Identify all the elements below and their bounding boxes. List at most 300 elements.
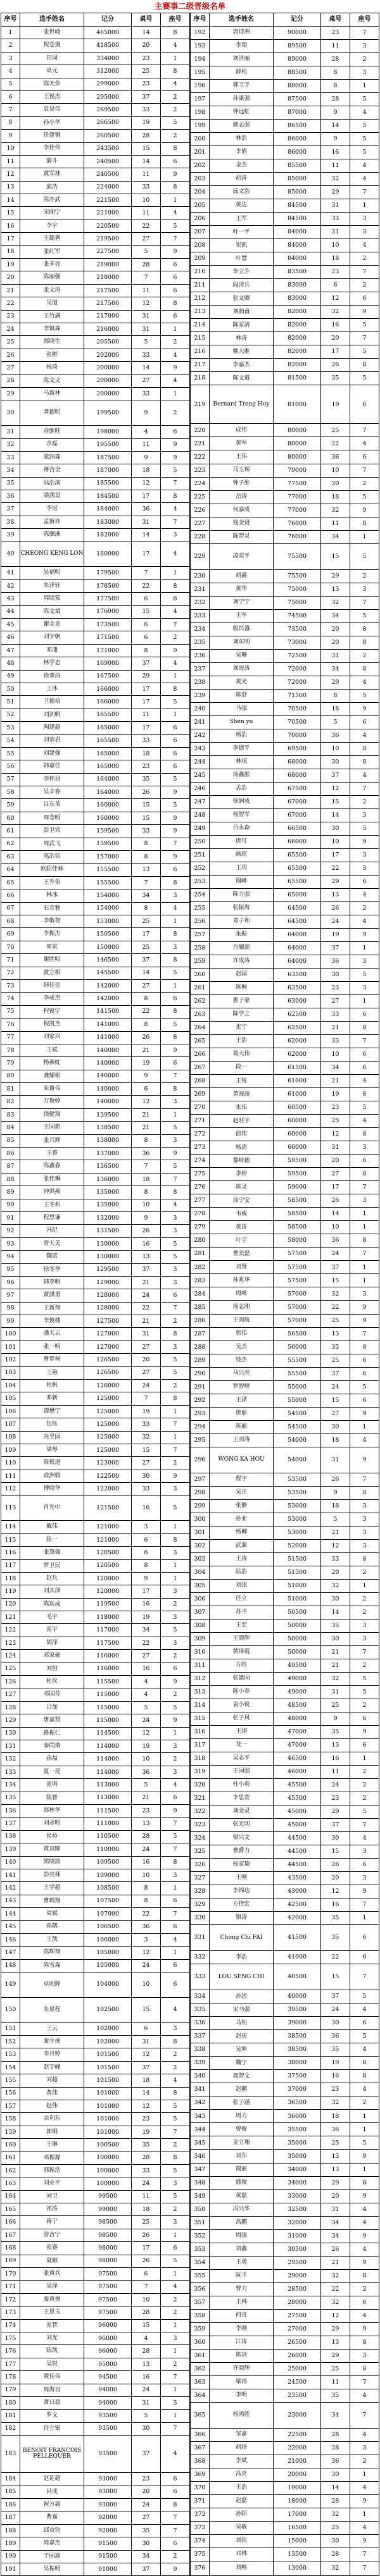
cell-score: 64000 bbox=[274, 955, 321, 969]
table-row bbox=[191, 1752, 379, 1766]
cell-table: 17 bbox=[131, 2242, 160, 2255]
cell-name: 秦少虎 bbox=[20, 2036, 84, 2048]
qualifier-table-left bbox=[1, 13, 190, 2576]
cell-seat: 6 bbox=[160, 2486, 189, 2498]
cell-seat: 9 bbox=[350, 2322, 379, 2336]
cell-name: 钟子维 bbox=[209, 477, 273, 490]
table-row bbox=[191, 1659, 379, 1672]
table-row bbox=[191, 702, 379, 715]
cell-rank: 292 bbox=[191, 1394, 210, 1407]
cell-name: Bernard Trong Huy bbox=[209, 385, 273, 424]
cell-rank: 333 bbox=[191, 1964, 210, 1990]
table-row bbox=[191, 252, 379, 266]
cell-rank: 370 bbox=[191, 2481, 210, 2494]
cell-name: 张宁 bbox=[209, 1022, 273, 1035]
cell-table: 15 bbox=[131, 1444, 160, 1457]
cell-score: 44500 bbox=[274, 1859, 321, 1872]
cell-rank: 138 bbox=[1, 1830, 20, 1843]
cell-seat: 3 bbox=[350, 1845, 379, 1859]
table-row bbox=[1, 1199, 190, 1211]
cell-seat: 7 bbox=[350, 1645, 379, 1659]
cell-seat: 4 bbox=[160, 375, 189, 387]
cell-rank: 17 bbox=[1, 233, 20, 245]
cell-rank: 357 bbox=[191, 2296, 210, 2309]
cell-seat: 9 bbox=[160, 786, 189, 799]
cell-table: 5 bbox=[131, 336, 160, 349]
table-row bbox=[1, 1470, 190, 1482]
cell-score: 73500 bbox=[274, 622, 321, 636]
cell-name: 谢丽 bbox=[209, 2163, 273, 2176]
table-row bbox=[1, 2499, 190, 2511]
cell-rank: 213 bbox=[191, 306, 210, 319]
cell-table: 14 bbox=[320, 2481, 350, 2494]
cell-table: 6 bbox=[131, 2268, 160, 2281]
cell-name: 葛大伟 bbox=[209, 1048, 273, 1062]
cell-seat: 4 bbox=[160, 902, 189, 915]
cell-table: 32 bbox=[320, 2096, 350, 2110]
cell-rank: 211 bbox=[191, 279, 210, 292]
cell-rank: 275 bbox=[191, 1168, 210, 1181]
cell-table: 8 bbox=[131, 1019, 160, 1031]
cell-rank: 149 bbox=[1, 1972, 20, 1998]
cell-score: 115500 bbox=[84, 1676, 132, 1688]
cell-rank: 35 bbox=[1, 477, 20, 490]
cell-name: 陈小春 bbox=[209, 1685, 273, 1699]
table-row bbox=[1, 657, 190, 670]
cell-score: 66000 bbox=[274, 835, 321, 848]
table-row bbox=[191, 676, 379, 689]
cell-name: 曹嘉 bbox=[20, 2511, 84, 2524]
cell-score: 182000 bbox=[84, 529, 132, 542]
cell-table: 7 bbox=[131, 2281, 160, 2293]
table-row bbox=[1, 1598, 190, 1611]
cell-rank: 345 bbox=[191, 2136, 210, 2150]
cell-rank: 291 bbox=[191, 1380, 210, 1394]
cell-seat: 3 bbox=[160, 2332, 189, 2345]
cell-seat: 9 bbox=[160, 168, 189, 181]
cell-name: 吴正 bbox=[209, 1486, 273, 1499]
table-row bbox=[1, 387, 190, 400]
cell-score: 240500 bbox=[84, 168, 132, 181]
cell-rank: 267 bbox=[191, 1062, 210, 1075]
cell-table: 19 bbox=[131, 116, 160, 129]
cell-name: 陈舒 bbox=[209, 689, 273, 702]
cell-score: 100000 bbox=[84, 2164, 132, 2177]
cell-seat: 1 bbox=[350, 2508, 379, 2521]
cell-score: 76000 bbox=[274, 530, 321, 543]
table-row bbox=[191, 1101, 379, 1115]
cell-table: 8 bbox=[131, 1134, 160, 1147]
cell-rank: 241 bbox=[191, 715, 210, 729]
cell-table: 17 bbox=[320, 848, 350, 862]
cell-name: 陈辉翔 bbox=[20, 1947, 84, 1959]
cell-score: 227500 bbox=[84, 245, 132, 258]
cell-score: 21000 bbox=[274, 2455, 321, 2468]
cell-rank: 301 bbox=[191, 1526, 210, 1539]
cell-score: 84000 bbox=[274, 252, 321, 266]
cell-name: 王艳 bbox=[20, 1366, 84, 1379]
cell-score: 120000 bbox=[84, 1585, 132, 1598]
cell-rank: 188 bbox=[1, 2524, 20, 2537]
cell-table: 18 bbox=[131, 2203, 160, 2216]
cell-table: 35 bbox=[131, 773, 160, 786]
cell-seat: 8 bbox=[160, 490, 189, 503]
cell-rank: 203 bbox=[191, 173, 210, 186]
table-row bbox=[1, 39, 190, 52]
cell-table: 33 bbox=[131, 181, 160, 194]
cell-rank: 158 bbox=[1, 2113, 20, 2126]
cell-name: BENOIT FRANCOIS PELLEQUER bbox=[20, 2436, 84, 2473]
table-row bbox=[191, 1062, 379, 1075]
cell-name: 梁琴 bbox=[20, 1444, 84, 1457]
cell-seat: 8 bbox=[160, 1328, 189, 1341]
cell-seat: 4 bbox=[350, 2203, 379, 2216]
cell-rank: 56 bbox=[1, 760, 20, 773]
cell-seat: 9 bbox=[160, 644, 189, 657]
cell-seat: 4 bbox=[160, 78, 189, 90]
table-row bbox=[191, 266, 379, 279]
cell-seat: 8 bbox=[350, 2269, 379, 2282]
cell-table: 25 bbox=[320, 1354, 350, 1367]
cell-name: Shen yu bbox=[209, 715, 273, 729]
cell-score: 38500 bbox=[274, 2030, 321, 2043]
cell-seat: 3 bbox=[350, 848, 379, 862]
cell-name: 成伟 bbox=[209, 424, 273, 437]
cell-rank: 236 bbox=[191, 649, 210, 662]
cell-name: 钟远虹 bbox=[209, 106, 273, 120]
cell-rank: 290 bbox=[191, 1367, 210, 1380]
cell-name: 简悦进 bbox=[20, 1457, 84, 1470]
cell-table: 8 bbox=[320, 80, 350, 93]
cell-table: 36 bbox=[320, 2123, 350, 2136]
cell-name: 孙小华 bbox=[20, 116, 84, 129]
table-row bbox=[1, 2396, 190, 2409]
cell-table: 22 bbox=[131, 1908, 160, 1921]
table-row bbox=[1, 1688, 190, 1701]
cell-table: 36 bbox=[320, 955, 350, 969]
cell-name: 吴珊 bbox=[209, 649, 273, 662]
table-row bbox=[1, 1585, 190, 1598]
cell-seat: 5 bbox=[160, 1237, 189, 1250]
cell-score: 13500 bbox=[274, 2548, 321, 2561]
cell-score: 65500 bbox=[274, 848, 321, 862]
cell-rank: 310 bbox=[191, 1645, 210, 1659]
cell-name: 张宇 bbox=[20, 1624, 84, 1637]
cell-name: 杜帆 bbox=[20, 1380, 84, 1392]
cell-seat: 9 bbox=[160, 1676, 189, 1688]
cell-seat: 7 bbox=[350, 332, 379, 345]
cell-name: 李成杰 bbox=[20, 993, 84, 1005]
cell-seat: 5 bbox=[350, 1101, 379, 1115]
cell-seat: 2 bbox=[350, 1592, 379, 1606]
cell-seat: 1 bbox=[160, 1108, 189, 1121]
cell-name: 殷昌盛 bbox=[209, 622, 273, 636]
table-row bbox=[191, 969, 379, 982]
table-row bbox=[191, 530, 379, 543]
table-row bbox=[191, 609, 379, 622]
cell-table: 18 bbox=[320, 1434, 350, 1447]
cell-table: 12 bbox=[131, 477, 160, 490]
cell-score: 139500 bbox=[84, 1108, 132, 1121]
table-row bbox=[191, 2269, 379, 2282]
cell-table: 32 bbox=[320, 1672, 350, 1685]
cell-name: 陈桐 bbox=[209, 982, 273, 995]
cell-score: 102000 bbox=[84, 2022, 132, 2035]
cell-rank: 103 bbox=[1, 1366, 20, 1379]
cell-seat: 5 bbox=[160, 1354, 189, 1366]
cell-seat: 9 bbox=[350, 2534, 379, 2548]
cell-table: 20 bbox=[320, 1566, 350, 1579]
table-row bbox=[1, 2319, 190, 2332]
cell-seat: 1 bbox=[160, 915, 189, 927]
cell-name: 张彬 bbox=[20, 349, 84, 361]
cell-name: 张建国 bbox=[209, 1672, 273, 1685]
cell-score: 115000 bbox=[84, 1701, 132, 1714]
table-row bbox=[191, 1766, 379, 1779]
cell-name: 戚文浩 bbox=[209, 186, 273, 199]
cell-name: 马玉琛 bbox=[209, 464, 273, 477]
table-row bbox=[1, 1070, 190, 1082]
cell-rank: 171 bbox=[1, 2281, 20, 2293]
cell-score: 93500 bbox=[84, 2422, 132, 2435]
cell-seat: 5 bbox=[160, 773, 189, 786]
cell-rank: 139 bbox=[1, 1843, 20, 1856]
cell-score: 93500 bbox=[84, 2436, 132, 2473]
cell-name: 杨浩 bbox=[209, 729, 273, 742]
cell-rank: 104 bbox=[1, 1380, 20, 1392]
cell-name: 吕加 bbox=[20, 1701, 84, 1714]
cell-rank: 141 bbox=[1, 1869, 20, 1881]
cell-name: 程锐宇 bbox=[20, 1005, 84, 1018]
cell-table: 32 bbox=[320, 2561, 350, 2575]
table-row bbox=[1, 1624, 190, 1637]
cell-table: 17 bbox=[131, 490, 160, 503]
cell-name: 蒋吉全 bbox=[20, 464, 84, 477]
cell-rank: 214 bbox=[191, 319, 210, 332]
table-header-row bbox=[191, 13, 379, 27]
cell-table: 17 bbox=[320, 1181, 350, 1194]
cell-score: 23000 bbox=[274, 2402, 321, 2428]
cell-name: 林冰 bbox=[20, 889, 84, 902]
cell-rank: 185 bbox=[1, 2486, 20, 2498]
cell-seat: 8 bbox=[350, 742, 379, 755]
cell-seat: 9 bbox=[160, 1714, 189, 1727]
cell-rank: 60 bbox=[1, 812, 20, 824]
cell-score: 54500 bbox=[274, 1420, 321, 1434]
cell-rank: 373 bbox=[191, 2521, 210, 2534]
cell-rank: 153 bbox=[1, 2048, 20, 2061]
cell-rank: 120 bbox=[1, 1598, 20, 1611]
cell-name: 李婷 bbox=[209, 1168, 273, 1181]
cell-seat: 8 bbox=[160, 2499, 189, 2511]
cell-name: 张明 bbox=[20, 1779, 84, 1792]
cell-table: 14 bbox=[131, 362, 160, 375]
cell-seat: 6 bbox=[160, 1959, 189, 1972]
table-row bbox=[1, 142, 190, 155]
cell-score: 155500 bbox=[84, 876, 132, 889]
cell-seat: 3 bbox=[350, 40, 379, 53]
cell-score: 109500 bbox=[84, 1856, 132, 1869]
cell-name: 陆浩滨 bbox=[20, 477, 84, 490]
cell-table: 30 bbox=[131, 2537, 160, 2550]
cell-seat: 3 bbox=[350, 213, 379, 226]
cell-rank: 312 bbox=[191, 1672, 210, 1685]
cell-name: 黄译霞 bbox=[209, 1645, 273, 1659]
cell-rank: 197 bbox=[191, 93, 210, 106]
cell-score: 53000 bbox=[274, 1513, 321, 1526]
cell-score: 87000 bbox=[274, 106, 321, 120]
cell-score: 127000 bbox=[84, 1328, 132, 1341]
cell-name: 孟新亦 bbox=[20, 516, 84, 528]
cell-rank: 271 bbox=[191, 1115, 210, 1128]
cell-rank: 151 bbox=[1, 2022, 20, 2035]
cell-rank: 70 bbox=[1, 941, 20, 953]
cell-table: 5 bbox=[131, 2410, 160, 2422]
cell-rank: 317 bbox=[191, 1739, 210, 1752]
cell-score: 37000 bbox=[274, 2083, 321, 2096]
table-row bbox=[191, 995, 379, 1008]
cell-table: 22 bbox=[131, 579, 160, 592]
cell-name: 毛宇 bbox=[20, 1611, 84, 1624]
cell-score: 35000 bbox=[274, 2136, 321, 2150]
cell-table: 35 bbox=[320, 2043, 350, 2057]
cell-name: 卓则辉 bbox=[20, 1972, 84, 1998]
table-row bbox=[191, 2282, 379, 2296]
cell-score: 54500 bbox=[274, 1407, 321, 1420]
cell-score: 63500 bbox=[274, 969, 321, 982]
cell-name: 王国新 bbox=[20, 1122, 84, 1134]
cell-table: 20 bbox=[131, 39, 160, 52]
cell-score: 82000 bbox=[274, 319, 321, 332]
cell-table: 33 bbox=[131, 734, 160, 747]
table-row bbox=[1, 1457, 190, 1470]
cell-table: 18 bbox=[320, 490, 350, 504]
cell-table: 28 bbox=[320, 2428, 350, 2441]
cell-score: 159500 bbox=[84, 838, 132, 850]
cell-rank: 324 bbox=[191, 1832, 210, 1845]
cell-score: 57000 bbox=[274, 1287, 321, 1301]
cell-seat: 3 bbox=[350, 2349, 379, 2362]
cell-rank: 43 bbox=[1, 593, 20, 605]
cell-seat: 9 bbox=[350, 2150, 379, 2163]
cell-table: 19 bbox=[320, 2057, 350, 2070]
cell-table: 15 bbox=[131, 799, 160, 812]
cell-score: 44500 bbox=[274, 1845, 321, 1859]
cell-table: 26 bbox=[131, 2229, 160, 2241]
table-row bbox=[191, 1898, 379, 1912]
cell-score: 83000 bbox=[274, 292, 321, 306]
cell-table: 12 bbox=[131, 1727, 160, 1740]
cell-name: 朱泽轩 bbox=[20, 579, 84, 592]
cell-seat: 7 bbox=[160, 233, 189, 245]
cell-seat: 7 bbox=[350, 266, 379, 279]
table-row bbox=[1, 1804, 190, 1817]
cell-name: 邓子和 bbox=[209, 915, 273, 929]
cell-rank: 200 bbox=[191, 133, 210, 146]
cell-rank: 376 bbox=[191, 2561, 210, 2575]
cell-score: 38000 bbox=[274, 2057, 321, 2070]
cell-rank: 341 bbox=[191, 2083, 210, 2096]
cell-seat: 9 bbox=[160, 451, 189, 464]
cell-name: 陶建超 bbox=[20, 722, 84, 734]
cell-name: 杨家瑜 bbox=[209, 1859, 273, 1872]
cell-seat: 4 bbox=[350, 2003, 379, 2017]
cell-score: 96000 bbox=[84, 2332, 132, 2345]
cell-name: 杨鸿胜 bbox=[209, 2402, 273, 2428]
cell-score: 57500 bbox=[274, 1261, 321, 1274]
cell-name: 李怀昌 bbox=[20, 773, 84, 786]
cell-seat: 6 bbox=[350, 1925, 379, 1951]
cell-table: 34 bbox=[320, 1062, 350, 1075]
cell-seat: 4 bbox=[160, 605, 189, 618]
cell-seat: 6 bbox=[350, 2017, 379, 2030]
cell-name: 赵旺宇 bbox=[209, 1115, 273, 1128]
cell-seat: 7 bbox=[350, 596, 379, 609]
cell-seat: 6 bbox=[160, 2242, 189, 2255]
cell-score: 219500 bbox=[84, 233, 132, 245]
cell-seat: 3 bbox=[160, 1211, 189, 1224]
cell-score: 83500 bbox=[274, 266, 321, 279]
cell-seat: 9 bbox=[160, 1148, 189, 1160]
table-row bbox=[1, 993, 190, 1005]
cell-score: 91500 bbox=[84, 2550, 132, 2563]
cell-table: 9 bbox=[131, 1572, 160, 1585]
table-row bbox=[191, 1990, 379, 2003]
cell-score: 84500 bbox=[274, 199, 321, 213]
cell-seat: 1 bbox=[160, 2268, 189, 2281]
cell-seat: 2 bbox=[350, 1792, 379, 1805]
cell-seat: 8 bbox=[160, 142, 189, 155]
cell-score: 63500 bbox=[274, 982, 321, 995]
cell-name: 郭伟 bbox=[209, 1327, 273, 1341]
cell-seat: 7 bbox=[350, 1327, 379, 1341]
cell-name: 李思萱 bbox=[209, 1792, 273, 1805]
cell-seat: 3 bbox=[350, 1194, 379, 1208]
table-row bbox=[191, 2017, 379, 2030]
cell-seat: 6 bbox=[160, 1289, 189, 1302]
cell-table: 32 bbox=[320, 2269, 350, 2282]
cell-score: 51500 bbox=[274, 1552, 321, 1566]
cell-score: 159500 bbox=[84, 825, 132, 838]
cell-table: 36 bbox=[320, 2030, 350, 2043]
cell-rank: 204 bbox=[191, 186, 210, 199]
cell-seat: 3 bbox=[160, 1263, 189, 1276]
table-row bbox=[1, 902, 190, 915]
cell-seat: 8 bbox=[350, 1234, 379, 1248]
cell-seat: 6 bbox=[350, 1155, 379, 1168]
cell-seat: 7 bbox=[350, 2561, 379, 2575]
cell-rank: 51 bbox=[1, 696, 20, 709]
table-row bbox=[1, 259, 190, 271]
cell-table: 19 bbox=[320, 929, 350, 942]
cell-rank: 63 bbox=[1, 851, 20, 864]
cell-seat: 2 bbox=[350, 795, 379, 808]
cell-score: 83000 bbox=[274, 279, 321, 292]
cell-name: 叶宇 bbox=[209, 1234, 273, 1248]
cell-rank: 21 bbox=[1, 284, 20, 297]
table-row bbox=[191, 2521, 379, 2534]
cell-rank: 170 bbox=[1, 2268, 20, 2281]
cell-rank: 349 bbox=[191, 2189, 210, 2203]
cell-score: 101500 bbox=[84, 2061, 132, 2074]
cell-name: 王新翔 bbox=[20, 1302, 84, 1315]
cell-seat: 7 bbox=[350, 1473, 379, 1486]
cell-table: 17 bbox=[131, 542, 160, 567]
cell-table: 14 bbox=[131, 27, 160, 39]
cell-rank: 131 bbox=[1, 1740, 20, 1753]
cell-rank: 75 bbox=[1, 1005, 20, 1018]
cell-table: 37 bbox=[131, 2061, 160, 2074]
